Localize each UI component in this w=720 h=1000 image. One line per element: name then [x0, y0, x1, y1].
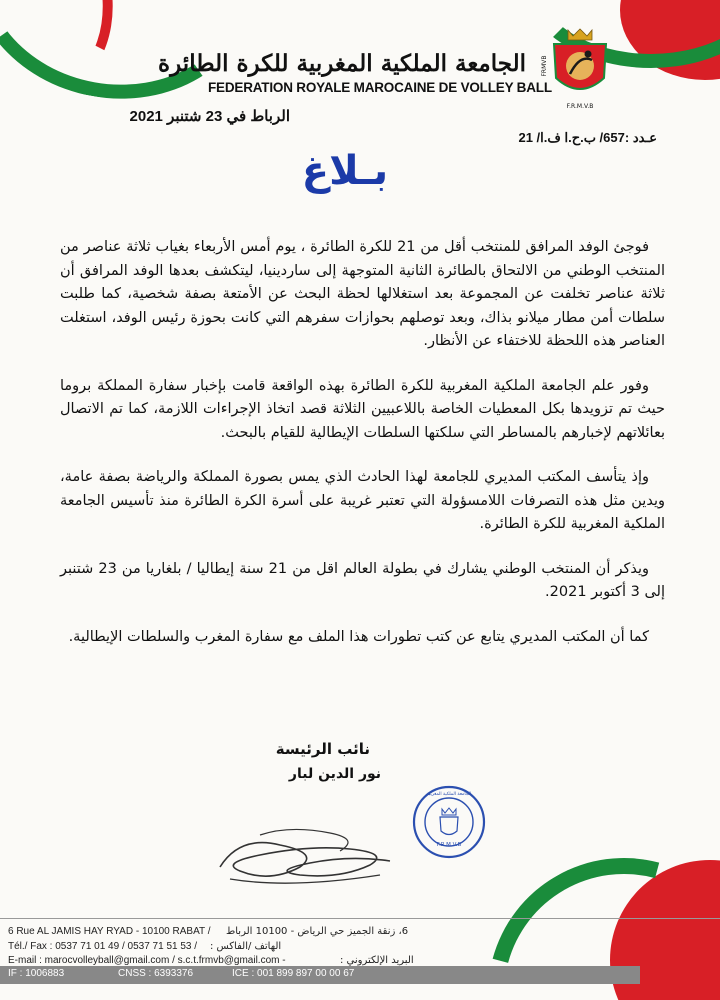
paragraph-2: وفور علم الجامعة الملكية المغربية للكرة الطائرة بهذه الواقعة قامت بإخبار سفارة المملكة بروما حيث تم تزويدها بكل المعطيات الخاصة باللاعبيين الثلاثة قصد اتخاذ الإجراءات اللازمة، كما تم الاتصال بعائلاتهم لإخبارهم بالمساطر التي سلكتها السلطات الإيطالية للقيام بالبحث.	[60, 377, 665, 441]
federation-logo	[540, 26, 620, 112]
paragraph-4: ويذكر أن المنتخب الوطني يشارك في بطولة العالم اقل من 21 سنة إيطاليا / بلغاريا من 23 شتنبر إلى 3 أكتوبر 2021.	[60, 560, 665, 600]
paragraph-3: وإذ يتأسف المكتب المديري للجامعة لهذا الحادث الذي يمس بصورة المملكة والرياضة بصفة عامة، ويدين مثل هذه التصرفات اللامسؤولة التي تعتبر غريبة على أسرة الكرة الطائرة منذ تأسيس الجامعة الملكية المغربية للكرة الطائرة.	[60, 469, 665, 532]
document-title: بـلاغ	[301, 148, 389, 194]
svg-text:F.R.M.V.B: F.R.M.V.B	[566, 103, 594, 110]
handwritten-signature	[200, 805, 410, 895]
signatory-title: نائب الرئيسة	[275, 740, 370, 758]
footer-cnss: CNSS : 6393376	[118, 968, 194, 979]
org-name-french: FEDERATION ROYALE MAROCAINE DE VOLLEY BALL	[208, 80, 552, 95]
footer-ice: ICE : 001 899 897 00 00 67	[232, 968, 355, 979]
svg-text:الجامعة الملكية المغربية: الجامعة الملكية المغربية	[426, 792, 472, 797]
footer-phone-ar: الهاتف /الفاكس :	[210, 941, 282, 952]
footer-if: IF : 1006883	[8, 968, 65, 979]
reference-number: عـدد :657/ ب.ح.ا ف.ا/ 21	[518, 130, 657, 145]
svg-text:FRMVB: FRMVB	[541, 55, 548, 77]
footer-email-fr: E-mail : marocvolleyball@gmail.com / s.c.t.frmvb@gmail.com -	[8, 955, 286, 966]
org-name-arabic: الجامعة الملكية المغربية للكرة الطائرة	[158, 50, 526, 77]
footer-address-fr: 6 Rue AL JAMIS HAY RYAD - 10100 RABAT /	[8, 926, 211, 937]
footer-address-ar: 6، زنقة الجميز حي الرياض - 10100 الرباط	[226, 926, 409, 937]
signatory-name: نور الدين لبار	[288, 766, 382, 782]
footer-divider	[0, 918, 720, 919]
footer-phone-fr: Tél./ Fax : 0537 71 01 49 / 0537 71 51 53 /	[8, 941, 198, 952]
official-stamp	[410, 783, 488, 861]
footer-id-bar	[0, 966, 640, 984]
letter-date: الرباط في 23 شتنبر 2021	[129, 108, 290, 125]
letter-body	[60, 236, 665, 670]
footer-email-ar: البريد الإلكتروني :	[340, 955, 414, 966]
svg-text:F.R.M.V.B: F.R.M.V.B	[436, 842, 462, 848]
paragraph-1: فوجئ الوفد المرافق للمنتخب أقل من 21 للكرة الطائرة ، يوم أمس الأربعاء بغياب ثلاثة عناصر من المنتخب الوطني من الالتحاق بالطائرة الثانية المتوجهة إلى ساردينيا، ليتكشف بعدها الوفد المرافق أن ثلاثة عناصر تخلفت عن المجموعة بعد استغلالها لحظة البحث عن الأمتعة بصفة شخصية، كما طلبت سلطات أمن مطار ميلانو بذاك، وبعد توصلهم بحوازات سفرهم التي كانت بحوزة رئيس الوفد، استغلت العناصر هذه اللحظة للاختفاء عن الأنظار.	[60, 239, 665, 349]
paragraph-5: كما أن المكتب المديري يتابع عن كتب تطورات هذا الملف مع سفارة المغرب والسلطات الإيطالية.	[68, 628, 649, 645]
